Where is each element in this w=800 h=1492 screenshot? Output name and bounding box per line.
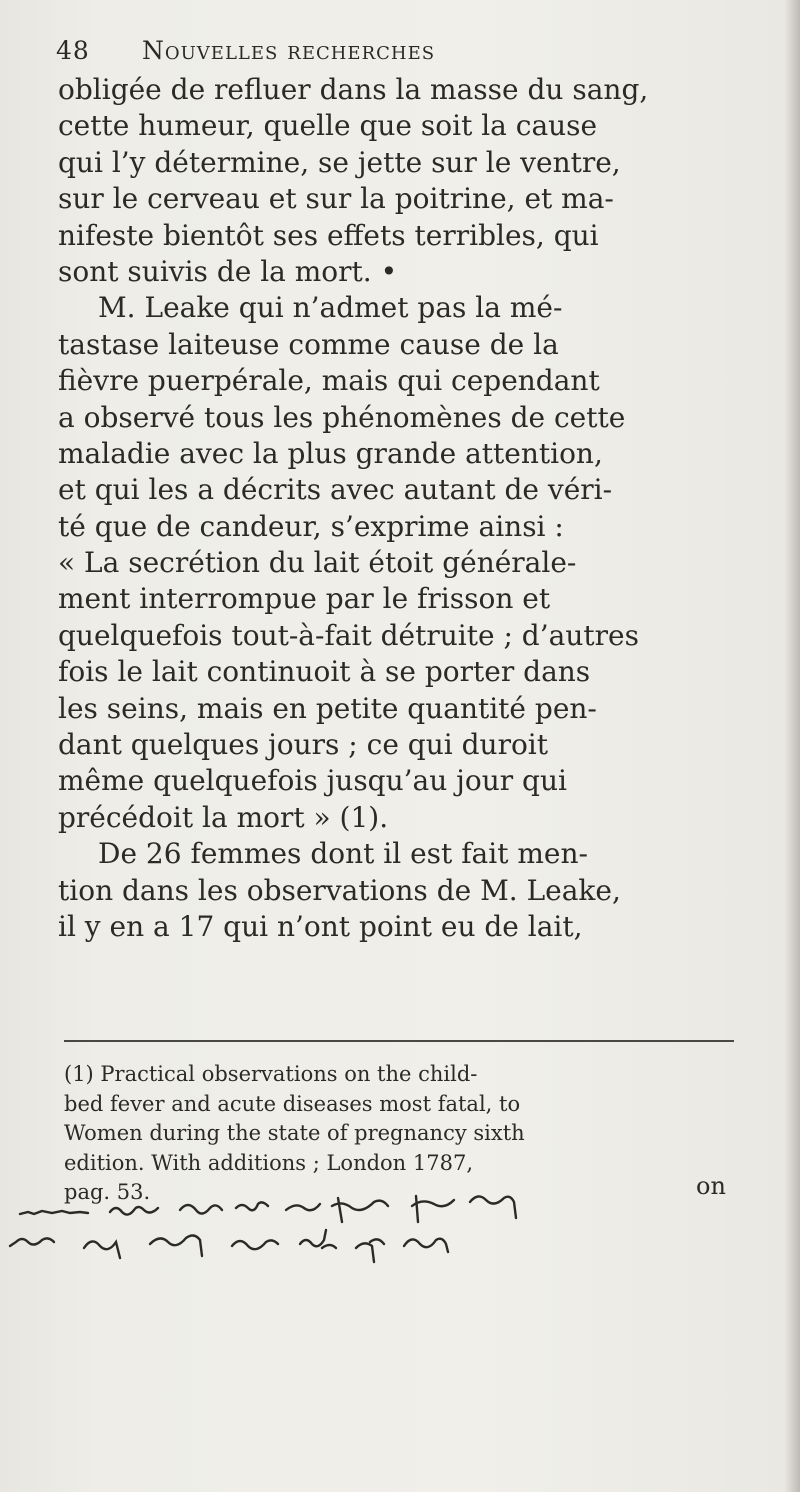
footnote	[64, 1060, 734, 1208]
footnote-line: edition. With additions ; London 1787,	[64, 1150, 473, 1175]
text-line: fois le lait continuoit à se porter dans	[58, 655, 591, 689]
text-line: maladie avec la plus grande attention,	[58, 436, 603, 470]
footnote-line: (1) Practical observations on the child-	[64, 1062, 478, 1086]
footnote-line: Women during the state of pregnancy sixth	[64, 1121, 525, 1145]
text-line: sont suivis de la mort. •	[58, 254, 398, 288]
text-line: obligée de refluer dans la masse du sang,	[58, 73, 649, 106]
text-line: tion dans les observations de M. Leake,	[58, 873, 621, 907]
footnote-line: pag. 53.	[64, 1180, 151, 1204]
text-line: dant quelques jours ; ce qui duroit	[58, 728, 549, 762]
text-line: té que de candeur, s’exprime ainsi :	[58, 509, 564, 543]
text-line: quelquefois tout-à-fait détruite ; d’autres	[58, 618, 639, 652]
page-edge-shadow	[784, 0, 800, 1492]
text-line: « La secrétion du lait étoit générale-	[58, 546, 577, 580]
text-line: les seins, mais en petite quantité pen-	[58, 691, 597, 725]
text-line: a observé tous les phénomènes de cette	[58, 400, 626, 434]
text-line: De 26 femmes dont il est fait men-	[98, 837, 588, 871]
text-line: sur le cerveau et sur la poitrine, et ma-	[58, 182, 614, 216]
footnote-line: bed fever and acute diseases most fatal, to	[64, 1091, 521, 1116]
page-number: 48	[56, 36, 90, 65]
running-title: Nouvelles recherches	[142, 36, 436, 65]
text-line: tastase laiteuse comme cause de la	[58, 327, 559, 361]
catchword: on	[696, 1172, 726, 1200]
footnote-rule	[64, 1040, 734, 1042]
text-line: M. Leake qui n’admet pas la mé-	[98, 291, 563, 325]
text-line: fièvre puerpérale, mais qui cependant	[58, 364, 600, 398]
text-line: qui l’y détermine, se jette sur le ventre,	[58, 145, 621, 179]
text-line: précédoit la mort » (1).	[58, 800, 389, 834]
main-text	[58, 72, 738, 945]
text-line: il y en a 17 qui n’ont point eu de lait,	[58, 909, 583, 943]
text-line: nifeste bientôt ses effets terribles, qui	[58, 218, 599, 252]
text-line: même quelquefois jusqu’au jour qui	[58, 764, 567, 798]
text-line: et qui les a décrits avec autant de véri-	[58, 473, 613, 507]
page-header	[56, 36, 696, 76]
text-line: cette humeur, quelle que soit la cause	[58, 109, 598, 143]
text-line: ment interrompue par le frisson et	[58, 582, 551, 616]
handwritten-scribble	[0, 1188, 760, 1266]
